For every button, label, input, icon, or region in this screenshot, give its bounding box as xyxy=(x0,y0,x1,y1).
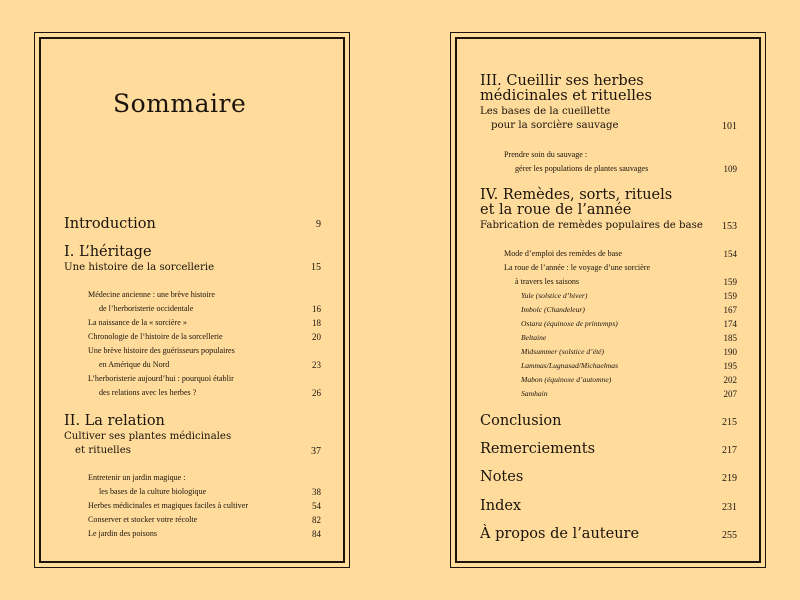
toc-page-number: 9 xyxy=(316,219,321,230)
toc-season-entry[interactable]: Ostara (équinoxe de printemps) xyxy=(521,319,618,328)
toc-entry[interactable]: Entretenir un jardin magique : xyxy=(88,473,186,482)
toc-entry-continued: de l’herboristerie occidentale xyxy=(99,304,194,313)
toc-page-number: 20 xyxy=(312,332,321,342)
toc-page-number: 101 xyxy=(722,121,737,132)
toc-about-author[interactable]: À propos de l’auteure xyxy=(480,526,640,542)
toc-part-3-subtitle-continued: pour la sorcière sauvage xyxy=(491,120,619,131)
toc-entry[interactable]: La naissance de la « sorcière » xyxy=(88,318,187,327)
toc-part-4-title-continued: et la roue de l’année xyxy=(480,202,632,218)
toc-page-number: 18 xyxy=(312,318,321,328)
toc-index[interactable]: Index xyxy=(480,498,522,514)
toc-page-number: 217 xyxy=(722,445,737,456)
toc-page-number: 38 xyxy=(312,487,321,497)
toc-page-number: 159 xyxy=(723,277,737,287)
toc-page-number: 26 xyxy=(312,388,321,398)
toc-entry-continued: à travers les saisons xyxy=(515,277,580,286)
toc-season-entry[interactable]: Lammas/Lugnasad/Michaelmas xyxy=(521,361,619,370)
left-page xyxy=(34,32,350,568)
toc-notes[interactable]: Notes xyxy=(480,469,524,485)
toc-season-entry[interactable]: Beltaine xyxy=(521,333,547,342)
toc-season-entry[interactable]: Mabon (équinoxe d’automne) xyxy=(521,375,612,384)
toc-page-number: 190 xyxy=(723,347,737,357)
toc-page-number: 231 xyxy=(722,502,737,513)
toc-page-number: 167 xyxy=(723,305,737,315)
toc-page-number: 15 xyxy=(311,262,321,273)
toc-part-1-subtitle[interactable]: Une histoire de la sorcellerie xyxy=(64,262,215,273)
toc-page-number: 84 xyxy=(312,529,321,539)
toc-conclusion[interactable]: Conclusion xyxy=(480,413,562,429)
toc-page-number: 185 xyxy=(723,333,737,343)
toc-entry[interactable]: Prendre soin du sauvage : xyxy=(504,150,588,159)
toc-page-number: 109 xyxy=(723,164,737,174)
toc-entry[interactable]: Le jardin des poisons xyxy=(88,529,158,538)
toc-part-3-subtitle[interactable]: Les bases de la cueillette xyxy=(480,106,611,117)
toc-part-2-subtitle-continued: et rituelles xyxy=(75,445,131,456)
toc-page-number: 154 xyxy=(723,249,737,259)
toc-season-entry[interactable]: Samhain xyxy=(521,389,548,398)
toc-part-3-title-continued: médicinales et rituelles xyxy=(480,88,652,104)
toc-entry[interactable]: Herbes médicinales et magiques faciles à cultiver xyxy=(88,501,249,510)
toc-entry[interactable]: Médecine ancienne : une brève histoire xyxy=(88,290,215,299)
toc-part-4-title[interactable]: IV. Remèdes, sorts, rituels xyxy=(480,187,673,203)
toc-part-3-title[interactable]: III. Cueillir ses herbes xyxy=(480,73,644,89)
toc-entry-continued: les bases de la culture biologique xyxy=(99,487,207,496)
toc-remerciements[interactable]: Remerciements xyxy=(480,441,596,457)
right-page xyxy=(450,32,766,568)
toc-page-number: 153 xyxy=(722,221,737,232)
toc-page-number: 174 xyxy=(723,319,737,329)
toc-page-number: 23 xyxy=(312,360,321,370)
toc-entry[interactable]: Une brève histoire des guérisseurs populaires xyxy=(88,346,235,355)
toc-part-4-subtitle[interactable]: Fabrication de remèdes populaires de base xyxy=(480,220,703,231)
toc-page-number: 159 xyxy=(723,291,737,301)
toc-page-number: 202 xyxy=(723,375,737,385)
toc-entry-continued: gérer les populations de plantes sauvages xyxy=(515,164,649,173)
toc-entry[interactable]: Mode d’emploi des remèdes de base xyxy=(504,249,622,258)
toc-page-number: 16 xyxy=(312,304,321,314)
toc-page-number: 195 xyxy=(723,361,737,371)
toc-entry[interactable]: L’herboristerie aujourd’hui : pourquoi établir xyxy=(88,374,234,383)
toc-page-number: 219 xyxy=(722,473,737,484)
toc-season-entry[interactable]: Imbolc (Chandeleur) xyxy=(521,305,585,314)
page-title: Sommaire xyxy=(113,89,247,118)
toc-entry[interactable]: Chronologie de l’histoire de la sorcellerie xyxy=(88,332,223,341)
toc-part-1-title[interactable]: I. L’héritage xyxy=(64,244,152,260)
toc-entry[interactable]: Conserver et stocker votre récolte xyxy=(88,515,198,524)
toc-page-number: 207 xyxy=(723,389,737,399)
toc-season-entry[interactable]: Yule (solstice d’hiver) xyxy=(521,291,588,300)
toc-introduction[interactable]: Introduction xyxy=(64,216,156,232)
toc-entry-continued: des relations avec les herbes ? xyxy=(99,388,197,397)
toc-page-number: 215 xyxy=(722,417,737,428)
toc-page-number: 54 xyxy=(312,501,321,511)
toc-part-2-title[interactable]: II. La relation xyxy=(64,413,165,429)
toc-page-number: 37 xyxy=(311,446,321,457)
toc-entry[interactable]: La roue de l’année : le voyage d’une sorcière xyxy=(504,263,651,272)
toc-entry-continued: en Amérique du Nord xyxy=(99,360,170,369)
toc-page-number: 255 xyxy=(722,530,737,541)
toc-part-2-subtitle[interactable]: Cultiver ses plantes médicinales xyxy=(64,431,232,442)
toc-page-number: 82 xyxy=(312,515,321,525)
toc-season-entry[interactable]: Midsummer (solstice d’été) xyxy=(521,347,605,356)
